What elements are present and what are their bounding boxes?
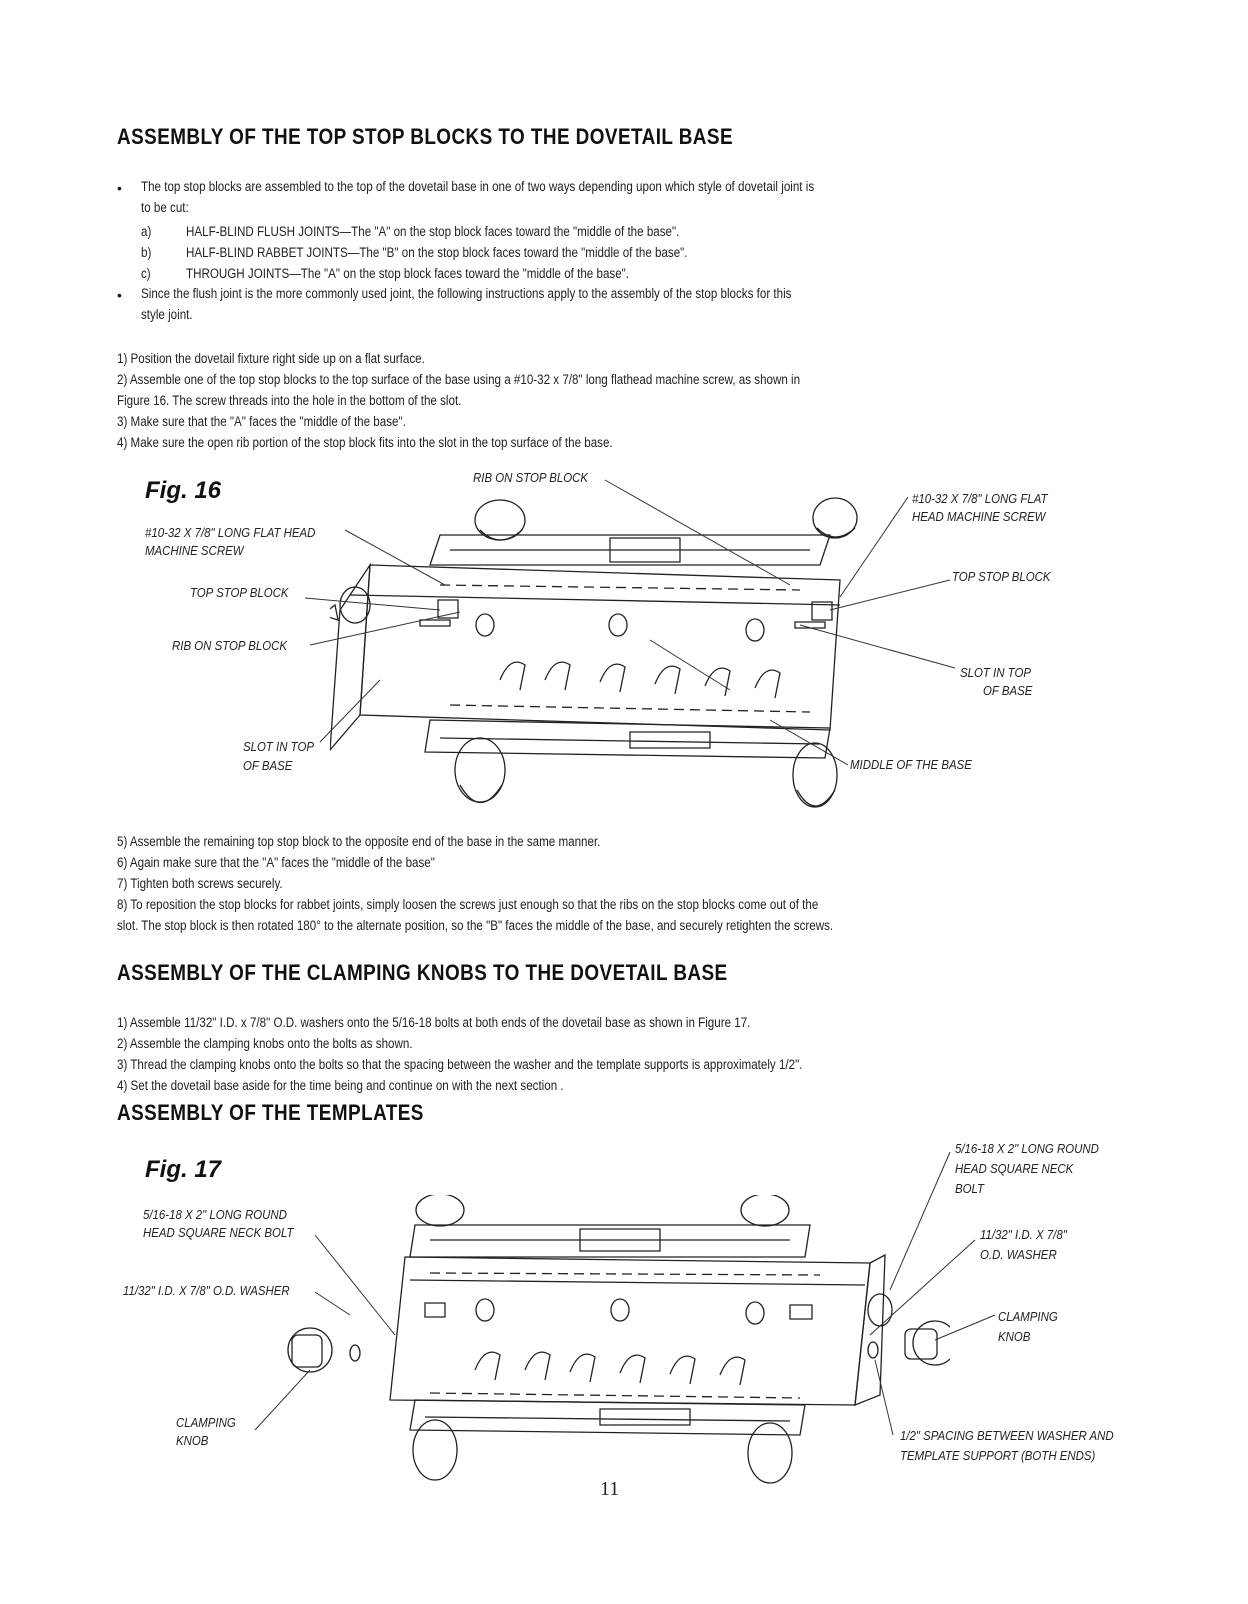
- list-marker: a): [141, 224, 152, 239]
- step-line: 4) Make sure the open rib portion of the stop block fits into the slot in the top surface of the base.: [117, 435, 613, 450]
- callout-bolt-right: HEAD SQUARE NECK: [955, 1161, 1074, 1176]
- callout-middle-of-base: MIDDLE OF THE BASE: [850, 757, 972, 772]
- callout-screw-right: #10-32 X 7/8" LONG FLAT: [912, 491, 1048, 506]
- step-line: 8) To reposition the stop blocks for rabbet joints, simply loosen the screws just enough so that the ribs on the stop blocks come out of the: [117, 897, 819, 912]
- callout-bolt-right: BOLT: [955, 1181, 985, 1196]
- callout-knob-left: KNOB: [176, 1433, 209, 1448]
- figure-label: Fig. 16: [145, 477, 222, 504]
- callout-bolt-left: 5/16-18 X 2" LONG ROUND: [143, 1207, 287, 1222]
- list-item: HALF-BLIND FLUSH JOINTS—The "A" on the stop block faces toward the "middle of the base".: [186, 224, 680, 239]
- step-line: 3) Thread the clamping knobs onto the bolts so that the spacing between the washer and the template supports is approximately 1/2".: [117, 1057, 803, 1072]
- page-number: 11: [600, 1478, 620, 1500]
- callout-washer-left: 11/32" I.D. X 7/8" O.D. WASHER: [123, 1283, 290, 1298]
- bullet-dot: •: [117, 287, 122, 303]
- step-line: 2) Assemble one of the top stop blocks to the top surface of the base using a #10-32 x 7/8" long flathead machine screw, as shown in: [117, 372, 801, 387]
- section-heading-templates: ASSEMBLY OF THE TEMPLATES: [117, 1100, 424, 1125]
- callout-stop-left: TOP STOP BLOCK: [190, 585, 289, 600]
- callout-slot-right: SLOT IN TOP: [960, 665, 1031, 680]
- callout-bolt-right: 5/16-18 X 2" LONG ROUND: [955, 1141, 1099, 1156]
- callout-screw-right: HEAD MACHINE SCREW: [912, 509, 1046, 524]
- bullet-text: Since the flush joint is the more commonly used joint, the following instructions apply to the assembly of the stop blocks for this: [141, 286, 792, 301]
- callout-stop-right: TOP STOP BLOCK: [952, 569, 1051, 584]
- callout-washer-right: O.D. WASHER: [980, 1247, 1057, 1262]
- callout-washer-right: 11/32" I.D. X 7/8": [980, 1227, 1067, 1242]
- callout-slot-left: SLOT IN TOP: [243, 739, 314, 754]
- callout-rib-left: RIB ON STOP BLOCK: [172, 638, 288, 653]
- step-line: 7) Tighten both screws securely.: [117, 876, 283, 891]
- bullet-dot: •: [117, 180, 122, 196]
- figure-label: Fig. 17: [145, 1156, 222, 1183]
- step-line: 5) Assemble the remaining top stop block to the opposite end of the base in the same manner.: [117, 834, 601, 849]
- list-marker: b): [141, 245, 152, 260]
- callout-screw-left: MACHINE SCREW: [145, 543, 244, 558]
- list-marker: c): [141, 266, 151, 281]
- callout-bolt-left: HEAD SQUARE NECK BOLT: [143, 1225, 294, 1240]
- list-item: THROUGH JOINTS—The "A" on the stop block faces toward the "middle of the base".: [186, 266, 630, 281]
- step-line: 1) Position the dovetail fixture right side up on a flat surface.: [117, 351, 425, 366]
- step-line: 6) Again make sure that the "A" faces the "middle of the base": [117, 855, 435, 870]
- step-line: 3) Make sure that the "A" faces the "middle of the base".: [117, 414, 406, 429]
- callout-spacing: TEMPLATE SUPPORT (BOTH ENDS): [900, 1448, 1096, 1463]
- step-line: 4) Set the dovetail base aside for the time being and continue on with the next section .: [117, 1078, 564, 1093]
- callout-rib-top: RIB ON STOP BLOCK: [473, 470, 589, 485]
- section-heading-top-stop-blocks: ASSEMBLY OF THE TOP STOP BLOCKS TO THE DOVETAIL BASE: [117, 124, 734, 149]
- bullet-text: to be cut:: [141, 200, 189, 215]
- bullet-text: The top stop blocks are assembled to the top of the dovetail base in one of two ways depending upon which style of dovetail joint is: [141, 179, 815, 194]
- list-item: HALF-BLIND RABBET JOINTS—The "B" on the stop block faces toward the "middle of the base".: [186, 245, 688, 260]
- callout-knob-right: CLAMPING: [998, 1309, 1058, 1324]
- section-heading-clamping-knobs: ASSEMBLY OF THE CLAMPING KNOBS TO THE DOVETAIL BASE: [117, 960, 728, 985]
- callout-slot-right: OF BASE: [983, 683, 1033, 698]
- step-line: Figure 16. The screw threads into the hole in the bottom of the slot.: [117, 393, 462, 408]
- bullet-text: style joint.: [141, 307, 193, 322]
- step-line: slot. The stop block is then rotated 180° to the alternate position, so the "B" faces the middle of the base, and securely retighten the screws.: [117, 918, 834, 933]
- callout-screw-left: #10-32 X 7/8" LONG FLAT HEAD: [145, 525, 316, 540]
- callout-knob-left: CLAMPING: [176, 1415, 236, 1430]
- step-line: 2) Assemble the clamping knobs onto the bolts as shown.: [117, 1036, 413, 1051]
- step-line: 1) Assemble 11/32" I.D. x 7/8" O.D. washers onto the 5/16-18 bolts at both ends of the dovetail base as shown in Figure 17.: [117, 1015, 751, 1030]
- callout-knob-right: KNOB: [998, 1329, 1031, 1344]
- callout-spacing: 1/2" SPACING BETWEEN WASHER AND: [900, 1428, 1114, 1443]
- callout-slot-left: OF BASE: [243, 758, 293, 773]
